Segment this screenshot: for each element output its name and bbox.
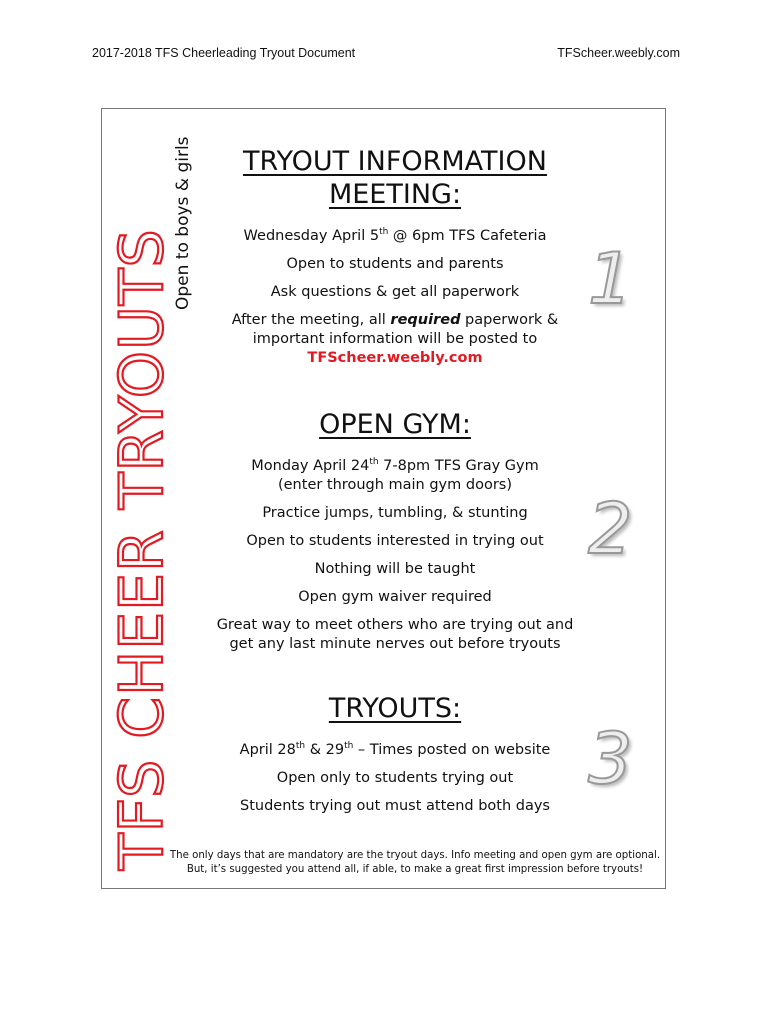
flyer-title: TFS CHEER TRYOUTS [107,228,177,870]
tryouts-attendance: Students trying out must attend both days [240,797,550,814]
step-number-3: 3 [588,718,633,800]
heading-line: MEETING: [328,179,462,210]
info-meeting-section [210,145,580,368]
open-gym-practice: Practice jumps, tumbling, & stunting [262,504,528,521]
open-gym-date: Monday April 24th 7-8pm TFS Gray Gym (enter through main gym doors) [251,457,539,493]
tryouts-heading: TRYOUTS: [328,693,462,724]
open-gym-benefit: Great way to meet others who are trying out and get any last minute nerves out before tryouts [216,616,574,652]
open-gym-section [210,408,580,654]
document-header-url: TFScheer.weebly.com [557,46,680,60]
flyer-subtitle: Open to boys & girls [173,136,193,310]
info-meeting-date: Wednesday April 5th @ 6pm TFS Cafeteria [243,227,547,244]
info-meeting-heading [210,145,580,211]
website-link[interactable]: TFScheer.weebly.com [307,349,483,366]
tryouts-dates: April 28th & 29th – Times posted on website [239,741,551,758]
flyer-footer-note: The only days that are mandatory are the tryout days. Info meeting and open gym are optional. But, it’s suggested you attend all, if able, to make a great first impression before tryouts! [169,850,661,875]
info-meeting-purpose: Ask questions & get all paperwork [270,283,520,300]
info-meeting-audience: Open to students and parents [286,255,504,272]
step-number-2: 2 [588,488,633,570]
open-gym-heading: OPEN GYM: [319,409,471,440]
heading-line: TRYOUT INFORMATION [243,146,547,177]
info-meeting-after: After the meeting, all required paperwork & important information will be posted to TFScheer.weebly.com [231,311,559,366]
tryouts-audience: Open only to students trying out [276,769,514,786]
open-gym-audience: Open to students interested in trying out [246,532,544,549]
open-gym-waiver: Open gym waiver required [298,588,492,605]
step-number-1: 1 [588,238,633,320]
open-gym-note: Nothing will be taught [314,560,476,577]
tryouts-section [210,692,580,825]
document-header-title: 2017-2018 TFS Cheerleading Tryout Document [92,46,356,60]
